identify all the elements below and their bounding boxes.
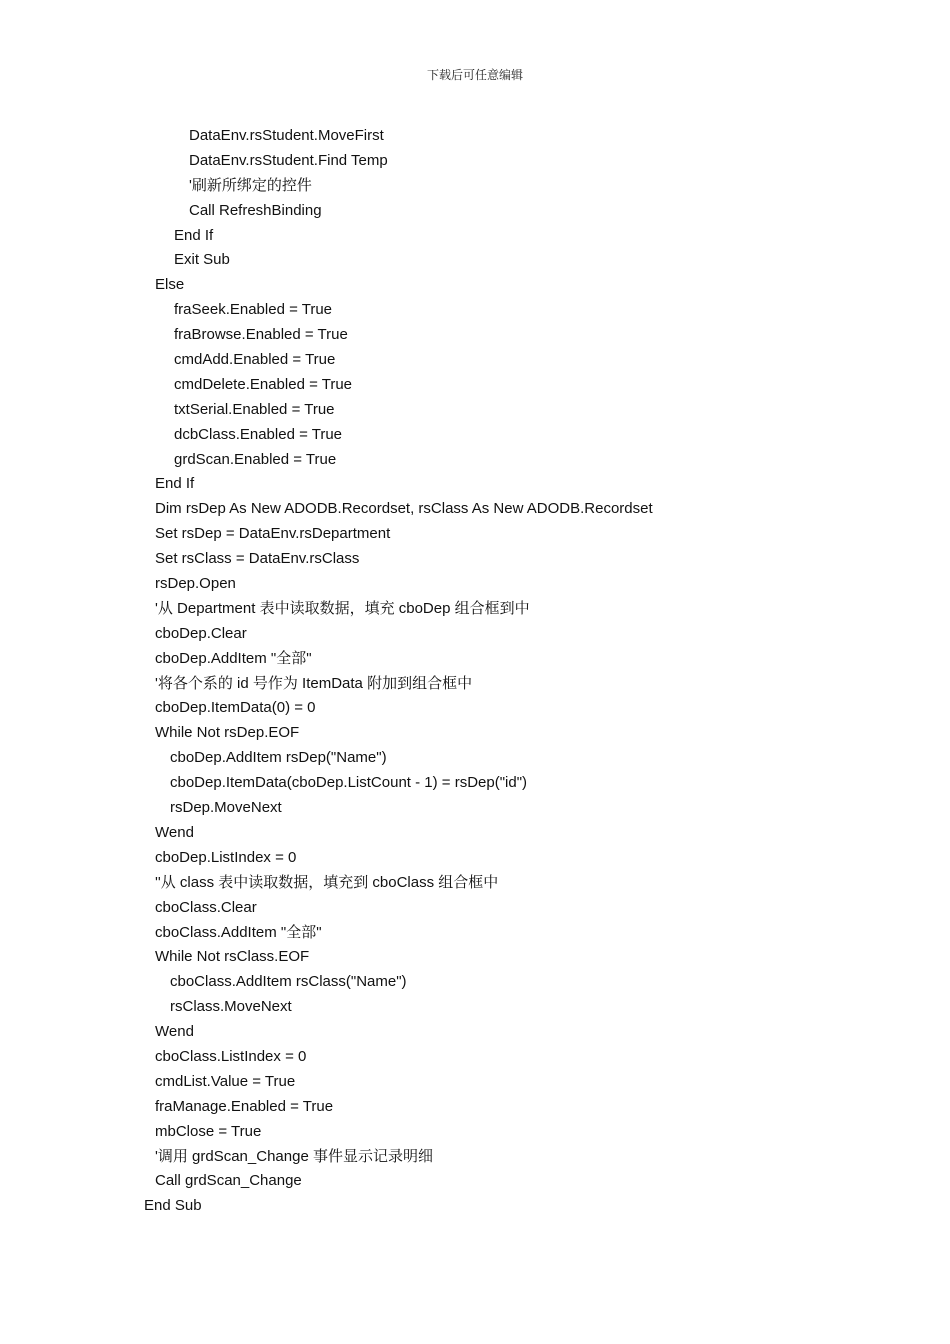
- code-line: End Sub: [144, 1197, 202, 1215]
- code-line: grdScan.Enabled = True: [174, 450, 337, 468]
- code-line: cmdList.Value = True: [155, 1072, 296, 1090]
- code-line: cboDep.ListIndex = 0: [155, 848, 297, 866]
- code-line: Call RefreshBinding: [189, 201, 322, 219]
- code-line: Wend: [155, 823, 194, 841]
- code-line: cmdDelete.Enabled = True: [174, 375, 353, 393]
- code-line: End If: [174, 226, 214, 244]
- code-line: '调用 grdScan_Change 事件显示记录明细: [155, 1147, 433, 1165]
- code-line: '从 Department 表中读取数据，填充 cboDep 组合框到中: [155, 599, 530, 617]
- code-line: cmdAdd.Enabled = True: [174, 351, 336, 369]
- code-line: DataEnv.rsStudent.Find Temp: [189, 151, 388, 169]
- page-header: 下载后可任意编辑: [426, 68, 523, 82]
- code-line: fraManage.Enabled = True: [155, 1097, 334, 1115]
- code-line: cboDep.AddItem rsDep("Name"): [170, 749, 387, 767]
- code-line: DataEnv.rsStudent.MoveFirst: [189, 127, 384, 144]
- code-line: '将各个系的 id 号作为 ItemData 附加到组合框中: [155, 674, 473, 692]
- code-line: cboClass.AddItem rsClass("Name"): [170, 973, 407, 991]
- code-line: While Not rsDep.EOF: [155, 724, 300, 742]
- code-line: cboDep.Clear: [155, 624, 247, 642]
- code-line: '刷新所绑定的控件: [189, 176, 312, 194]
- code-line: txtSerial.Enabled = True: [174, 400, 335, 418]
- code-line: Call grdScan_Change: [155, 1172, 302, 1190]
- code-block: [0, 124, 950, 1219]
- code-line: mbClose = True: [155, 1122, 262, 1140]
- code-line: rsClass.MoveNext: [170, 998, 292, 1016]
- code-line: Set rsClass = DataEnv.rsClass: [155, 550, 360, 568]
- code-line: cboDep.ItemData(cboDep.ListCount - 1) = rsDep("id"): [170, 774, 528, 792]
- code-line: Else: [155, 276, 185, 294]
- code-line: rsDep.Open: [155, 575, 236, 593]
- code-line: cboClass.Clear: [155, 898, 257, 916]
- code-line: cboClass.ListIndex = 0: [155, 1047, 307, 1065]
- code-line: rsDep.MoveNext: [170, 799, 282, 817]
- code-line: cboDep.ItemData(0) = 0: [155, 699, 316, 717]
- code-line: Set rsDep = DataEnv.rsDepartment: [155, 525, 391, 543]
- code-line: fraSeek.Enabled = True: [174, 301, 333, 319]
- code-line: ''从 class 表中读取数据，填充到 cboClass 组合框中: [155, 873, 499, 891]
- code-line: Exit Sub: [174, 251, 230, 269]
- code-line: Wend: [155, 1023, 194, 1041]
- code-line: Dim rsDep As New ADODB.Recordset, rsClass As New ADODB.Recordset: [155, 500, 653, 518]
- code-line: fraBrowse.Enabled = True: [174, 326, 348, 344]
- code-line: dcbClass.Enabled = True: [174, 425, 343, 443]
- code-line: End If: [155, 475, 195, 493]
- code-line: cboClass.AddItem "全部": [155, 923, 322, 941]
- code-line: cboDep.AddItem "全部": [155, 649, 312, 667]
- code-line: While Not rsClass.EOF: [155, 948, 310, 966]
